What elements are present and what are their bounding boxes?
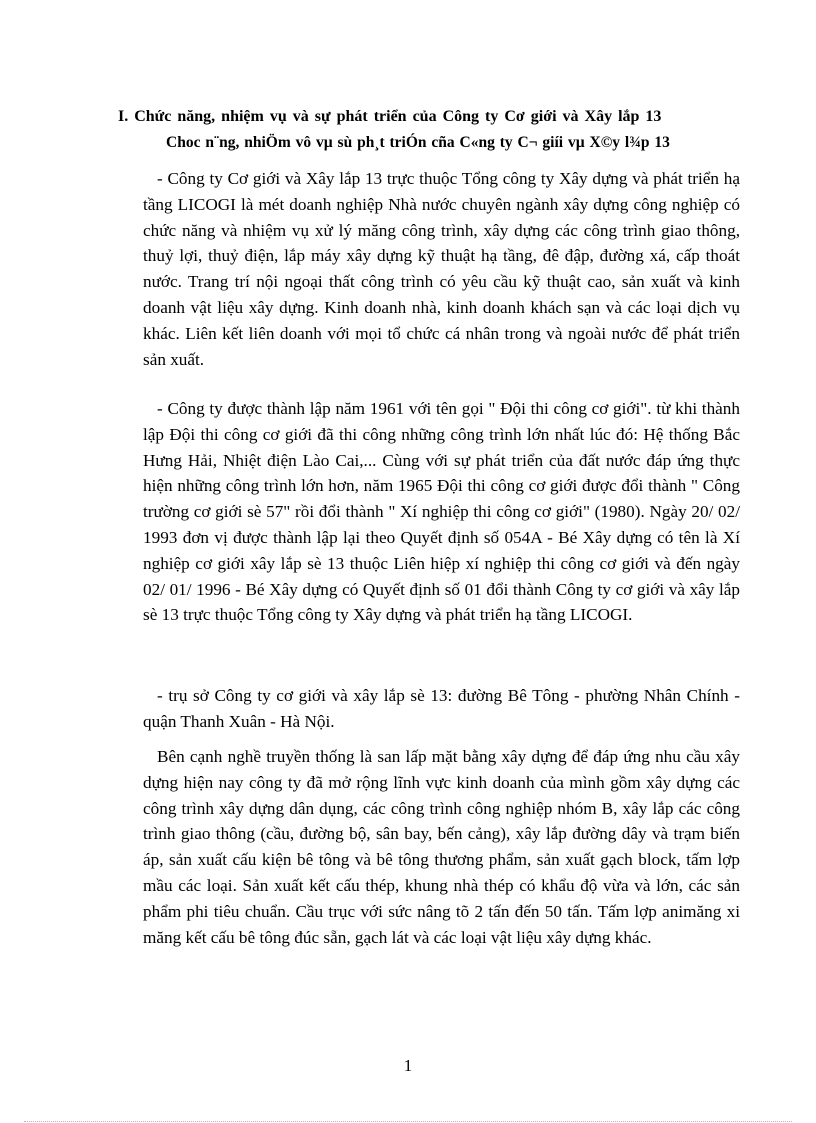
paragraph-company-functions: - Công ty Cơ giới và Xây lắp 13 trực thuộc Tổng công ty Xây dựng và phát triển hạ tầng LICOGI là mét doanh nghiệp Nhà nước chuyên ngành xây dựng công nghiệp có chức năng và nhiệm vụ xử lý măng công trình, xây dựng các công trình giao thông, thuỷ lợi, thuỷ điện, lắp máy xây dựng kỹ thuật hạ tầng, đê đập, đường xá, cấp thoát nước. Trang trí nội ngoại thất công trình có yêu cầu kỹ thuật cao, sản xuất và kinh doanh vật liệu xây dựng. Kinh doanh nhà, kinh doanh khách sạn và các loại dịch vụ khác. Liên kết liên doanh với mọi tổ chức cá nhân trong và ngoài nước để phát triển sản xuất. xyxy=(143,169,740,369)
paragraph-company-history: - Công ty được thành lập năm 1961 với tên gọi " Đội thi công cơ giới". từ khi thành lập Đội thi công cơ giới đã thi công những công trình lớn nhất lúc đó: Hệ thống Bắc Hưng Hải, Nhiệt điện Lào Cai,... Cùng với sự phát triển của đất nước đáp ứng thực hiện những công trình lớn hơn, năm 1965 Đội thi công cơ giới được đổi thành " Công trường cơ giới sè 57" rồi đổi thành " Xí nghiệp thi công cơ giới" (1980). Ngày 20/ 02/ 1993 đơn vị được thành lập lại theo Quyết định số 054A - Bé Xây dựng có tên là Xí nghiệp cơ giới xây lắp sè 13 thuộc Liên hiệp xí nghiệp thi công cơ giới và đến ngày 02/ 01/ 1996 - Bé Xây dựng có Quyết định số 01 đổi thành Công ty cơ giới và xây lắp sè 13 trực thuộc Tổng công ty Xây dựng và phát triển hạ tầng LICOGI. xyxy=(143,399,740,625)
section-subheading: Choc n¨ng, nhiÖm vô vµ sù ph¸t triÓn cña C«ng ty C¬ giíi vµ X©y l¾p 13 xyxy=(166,134,670,151)
page-bottom-divider xyxy=(24,1121,792,1122)
paragraph-business-scope: Bên cạnh nghề truyền thống là san lấp mặt bằng xây dựng để đáp ứng nhu cầu xây dựng hiện nay công ty đã mở rộng lĩnh vực kinh doanh của mình gồm xây dựng các công trình xây dựng dân dụng, các công trình công nghiệp nhóm B, xây lắp các công trình giao thông (cầu, đường bộ, sân bay, bến cảng), xây lắp đường dây và trạm biến áp, sản xuất cấu kiện bê tông và bê tông thương phẩm, sản xuất gạch block, tấm lợp mầu các loại. Sản xuất kết cấu thép, khung nhà thép có khẩu độ vừa và lớn, các sản phẩm phi tiêu chuẩn. Cầu trục với sức nâng tõ 2 tấn đến 50 tấn. Tấm lợp animăng xi măng kết cấu bê tông đúc sẵn, gạch lát và các loại vật liệu xây dựng khác. xyxy=(143,747,740,947)
page-number: 1 xyxy=(403,1056,413,1075)
paragraph-company-address: - trụ sở Công ty cơ giới và xây lắp sè 13: đường Bê Tông - phường Nhân Chính - quận Thanh Xuân - Hà Nội. xyxy=(143,686,740,731)
section-heading: I. Chức năng, nhiệm vụ và sự phát triển của Công ty Cơ giới và Xây lắp 13 xyxy=(118,108,662,125)
